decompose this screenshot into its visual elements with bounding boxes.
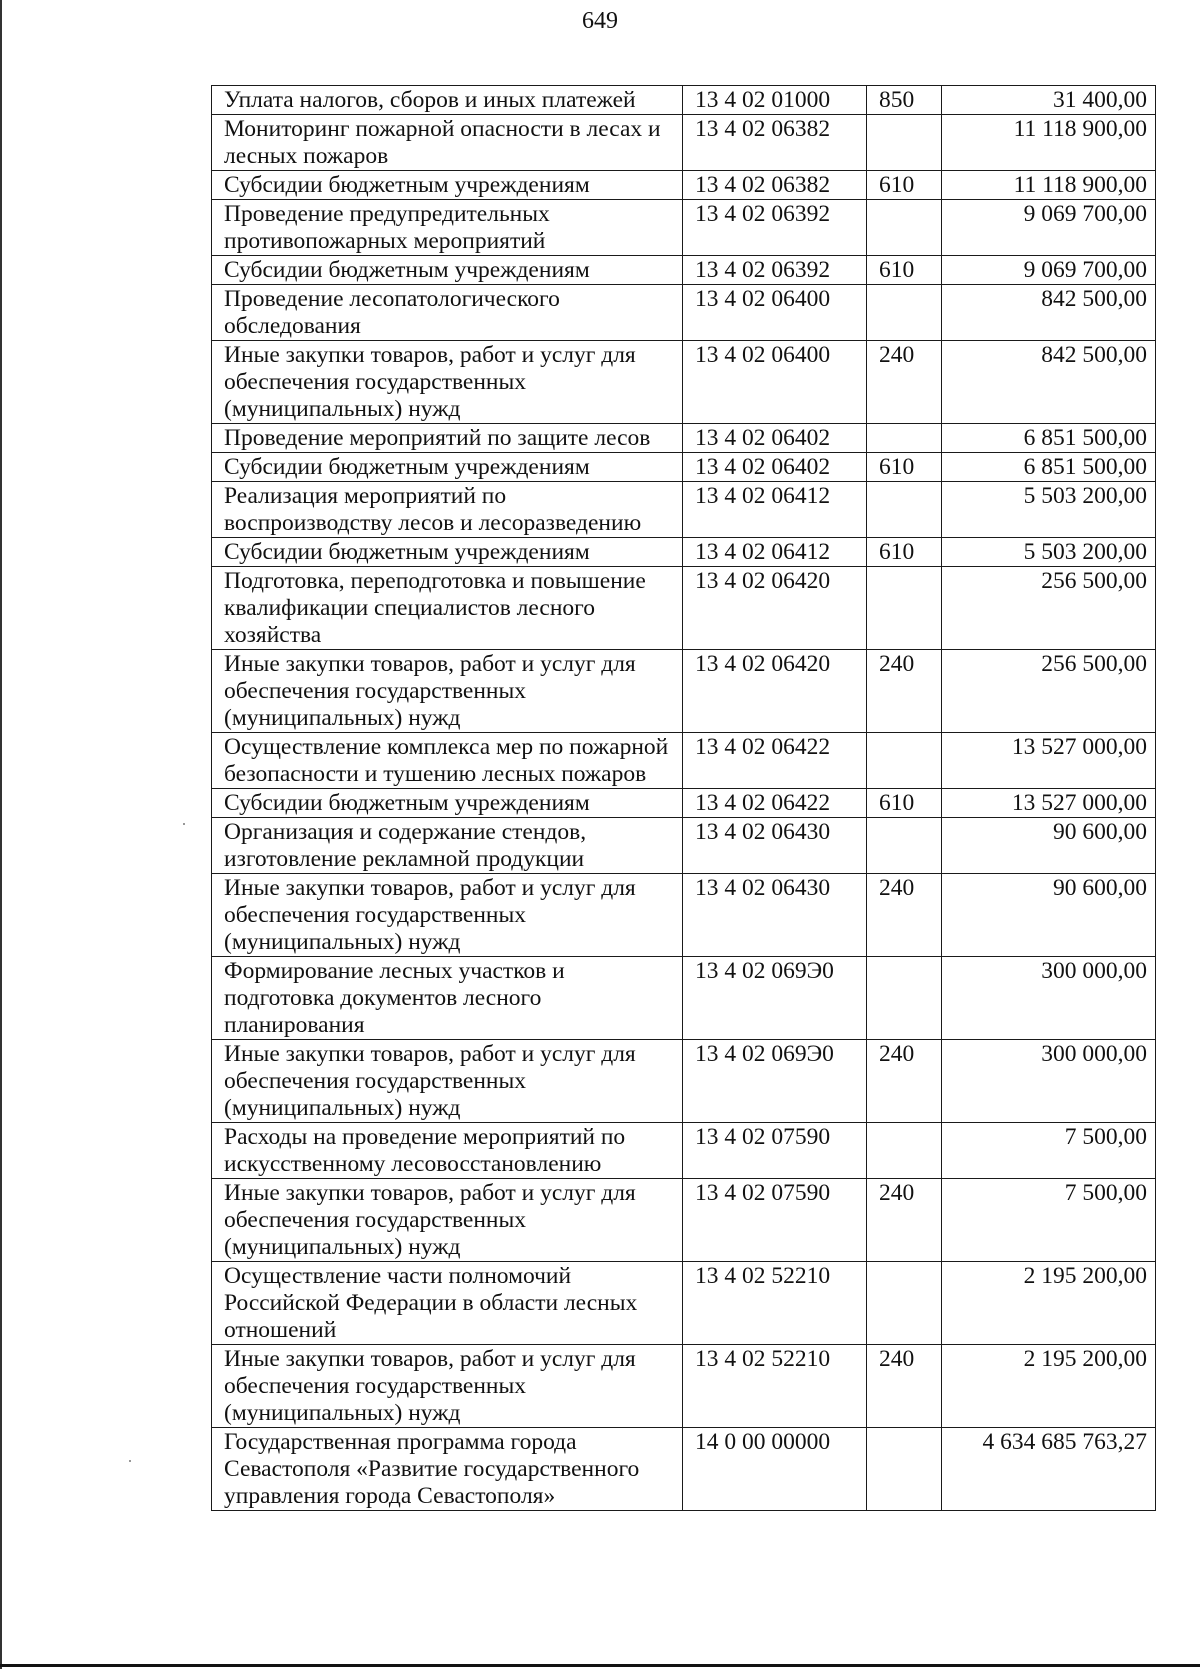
row-type-cell <box>867 567 942 650</box>
row-amount-cell: 90 600,00 <box>942 874 1156 957</box>
row-code-cell: 13 4 02 06392 <box>683 200 867 256</box>
row-name-cell: Мониторинг пожарной опасности в лесах и лесных пожаров <box>212 115 683 171</box>
row-code-cell: 13 4 02 52210 <box>683 1262 867 1345</box>
row-type-cell <box>867 285 942 341</box>
row-name-cell: Формирование лесных участков и подготовка документов лесного планирования <box>212 957 683 1040</box>
table-row <box>212 1345 1156 1428</box>
row-amount-cell: 31 400,00 <box>942 86 1156 115</box>
row-code-cell: 13 4 02 06400 <box>683 341 867 424</box>
row-code-cell: 13 4 02 06430 <box>683 818 867 874</box>
row-code-cell: 13 4 02 06400 <box>683 285 867 341</box>
table-row <box>212 115 1156 171</box>
row-amount-cell: 13 527 000,00 <box>942 733 1156 789</box>
table-row <box>212 1123 1156 1179</box>
row-type-cell: 850 <box>867 86 942 115</box>
row-code-cell: 13 4 02 07590 <box>683 1123 867 1179</box>
row-code-cell: 13 4 02 06392 <box>683 256 867 285</box>
scan-speck <box>129 1460 131 1462</box>
scan-bottom-border <box>0 1664 1200 1667</box>
table-row <box>212 874 1156 957</box>
table-row <box>212 285 1156 341</box>
table-row <box>212 733 1156 789</box>
row-code-cell: 13 4 02 52210 <box>683 1345 867 1428</box>
row-type-cell <box>867 482 942 538</box>
scan-left-edge <box>0 0 2 1669</box>
table-row <box>212 567 1156 650</box>
row-type-cell <box>867 1123 942 1179</box>
row-code-cell: 13 4 02 069Э0 <box>683 957 867 1040</box>
row-amount-cell: 4 634 685 763,27 <box>942 1428 1156 1511</box>
row-type-cell <box>867 957 942 1040</box>
row-name-cell: Субсидии бюджетным учреждениям <box>212 538 683 567</box>
scan-speck <box>183 823 185 825</box>
row-type-cell: 610 <box>867 256 942 285</box>
row-name-cell: Иные закупки товаров, работ и услуг для обеспечения государственных (муниципальных) нужд <box>212 1345 683 1428</box>
row-amount-cell: 2 195 200,00 <box>942 1345 1156 1428</box>
row-amount-cell: 9 069 700,00 <box>942 256 1156 285</box>
row-name-cell: Субсидии бюджетным учреждениям <box>212 171 683 200</box>
row-amount-cell: 7 500,00 <box>942 1179 1156 1262</box>
row-name-cell: Расходы на проведение мероприятий по искусственному лесовосстановлению <box>212 1123 683 1179</box>
row-type-cell: 240 <box>867 874 942 957</box>
row-code-cell: 13 4 02 06422 <box>683 733 867 789</box>
budget-table <box>211 85 1156 1511</box>
row-code-cell: 13 4 02 06382 <box>683 171 867 200</box>
row-name-cell: Подготовка, переподготовка и повышение квалификации специалистов лесного хозяйства <box>212 567 683 650</box>
row-amount-cell: 5 503 200,00 <box>942 482 1156 538</box>
row-type-cell: 610 <box>867 789 942 818</box>
row-name-cell: Иные закупки товаров, работ и услуг для обеспечения государственных (муниципальных) нужд <box>212 874 683 957</box>
row-name-cell: Осуществление части полномочий Российской Федерации в области лесных отношений <box>212 1262 683 1345</box>
row-amount-cell: 2 195 200,00 <box>942 1262 1156 1345</box>
row-type-cell: 240 <box>867 1345 942 1428</box>
row-amount-cell: 6 851 500,00 <box>942 453 1156 482</box>
row-type-cell <box>867 200 942 256</box>
row-code-cell: 13 4 02 06382 <box>683 115 867 171</box>
row-code-cell: 13 4 02 01000 <box>683 86 867 115</box>
row-code-cell: 13 4 02 069Э0 <box>683 1040 867 1123</box>
table-row <box>212 1428 1156 1511</box>
table-row <box>212 957 1156 1040</box>
row-amount-cell: 5 503 200,00 <box>942 538 1156 567</box>
row-code-cell: 14 0 00 00000 <box>683 1428 867 1511</box>
row-type-cell: 610 <box>867 453 942 482</box>
row-code-cell: 13 4 02 06402 <box>683 424 867 453</box>
row-type-cell: 610 <box>867 538 942 567</box>
row-amount-cell: 256 500,00 <box>942 650 1156 733</box>
row-name-cell: Реализация мероприятий по воспроизводству лесов и лесоразведению <box>212 482 683 538</box>
row-type-cell: 610 <box>867 171 942 200</box>
row-code-cell: 13 4 02 06422 <box>683 789 867 818</box>
row-amount-cell: 11 118 900,00 <box>942 171 1156 200</box>
table-row <box>212 256 1156 285</box>
table-row <box>212 818 1156 874</box>
row-amount-cell: 13 527 000,00 <box>942 789 1156 818</box>
table-row <box>212 200 1156 256</box>
row-amount-cell: 256 500,00 <box>942 567 1156 650</box>
row-amount-cell: 842 500,00 <box>942 285 1156 341</box>
table-row <box>212 1179 1156 1262</box>
row-type-cell <box>867 1262 942 1345</box>
row-type-cell: 240 <box>867 341 942 424</box>
row-amount-cell: 300 000,00 <box>942 957 1156 1040</box>
row-name-cell: Государственная программа города Севастополя «Развитие государственного управления города Севастополя» <box>212 1428 683 1511</box>
table-row <box>212 650 1156 733</box>
row-amount-cell: 11 118 900,00 <box>942 115 1156 171</box>
row-name-cell: Иные закупки товаров, работ и услуг для обеспечения государственных (муниципальных) нужд <box>212 341 683 424</box>
row-name-cell: Проведение предупредительных противопожарных мероприятий <box>212 200 683 256</box>
row-name-cell: Уплата налогов, сборов и иных платежей <box>212 86 683 115</box>
row-name-cell: Проведение мероприятий по защите лесов <box>212 424 683 453</box>
row-name-cell: Проведение лесопатологического обследования <box>212 285 683 341</box>
row-code-cell: 13 4 02 06420 <box>683 650 867 733</box>
page-number: 649 <box>582 8 618 34</box>
row-code-cell: 13 4 02 06402 <box>683 453 867 482</box>
row-code-cell: 13 4 02 06420 <box>683 567 867 650</box>
row-type-cell <box>867 115 942 171</box>
row-name-cell: Осуществление комплекса мер по пожарной безопасности и тушению лесных пожаров <box>212 733 683 789</box>
row-amount-cell: 300 000,00 <box>942 1040 1156 1123</box>
row-type-cell <box>867 733 942 789</box>
row-name-cell: Иные закупки товаров, работ и услуг для обеспечения государственных (муниципальных) нужд <box>212 1179 683 1262</box>
row-name-cell: Организация и содержание стендов, изготовление рекламной продукции <box>212 818 683 874</box>
row-code-cell: 13 4 02 06412 <box>683 482 867 538</box>
row-amount-cell: 842 500,00 <box>942 341 1156 424</box>
table-row <box>212 482 1156 538</box>
row-name-cell: Иные закупки товаров, работ и услуг для обеспечения государственных (муниципальных) нужд <box>212 1040 683 1123</box>
row-name-cell: Субсидии бюджетным учреждениям <box>212 453 683 482</box>
row-code-cell: 13 4 02 06412 <box>683 538 867 567</box>
budget-table-body <box>212 86 1156 1511</box>
row-type-cell: 240 <box>867 1040 942 1123</box>
table-row <box>212 1040 1156 1123</box>
table-row <box>212 453 1156 482</box>
table-row <box>212 424 1156 453</box>
row-amount-cell: 6 851 500,00 <box>942 424 1156 453</box>
row-type-cell <box>867 818 942 874</box>
row-amount-cell: 9 069 700,00 <box>942 200 1156 256</box>
row-type-cell <box>867 1428 942 1511</box>
row-code-cell: 13 4 02 06430 <box>683 874 867 957</box>
row-name-cell: Субсидии бюджетным учреждениям <box>212 789 683 818</box>
row-type-cell: 240 <box>867 650 942 733</box>
table-row <box>212 86 1156 115</box>
row-code-cell: 13 4 02 07590 <box>683 1179 867 1262</box>
row-type-cell <box>867 424 942 453</box>
row-type-cell: 240 <box>867 1179 942 1262</box>
table-row <box>212 171 1156 200</box>
row-amount-cell: 90 600,00 <box>942 818 1156 874</box>
table-row <box>212 1262 1156 1345</box>
row-name-cell: Субсидии бюджетным учреждениям <box>212 256 683 285</box>
row-amount-cell: 7 500,00 <box>942 1123 1156 1179</box>
table-row <box>212 538 1156 567</box>
row-name-cell: Иные закупки товаров, работ и услуг для обеспечения государственных (муниципальных) нужд <box>212 650 683 733</box>
table-row <box>212 341 1156 424</box>
table-row <box>212 789 1156 818</box>
